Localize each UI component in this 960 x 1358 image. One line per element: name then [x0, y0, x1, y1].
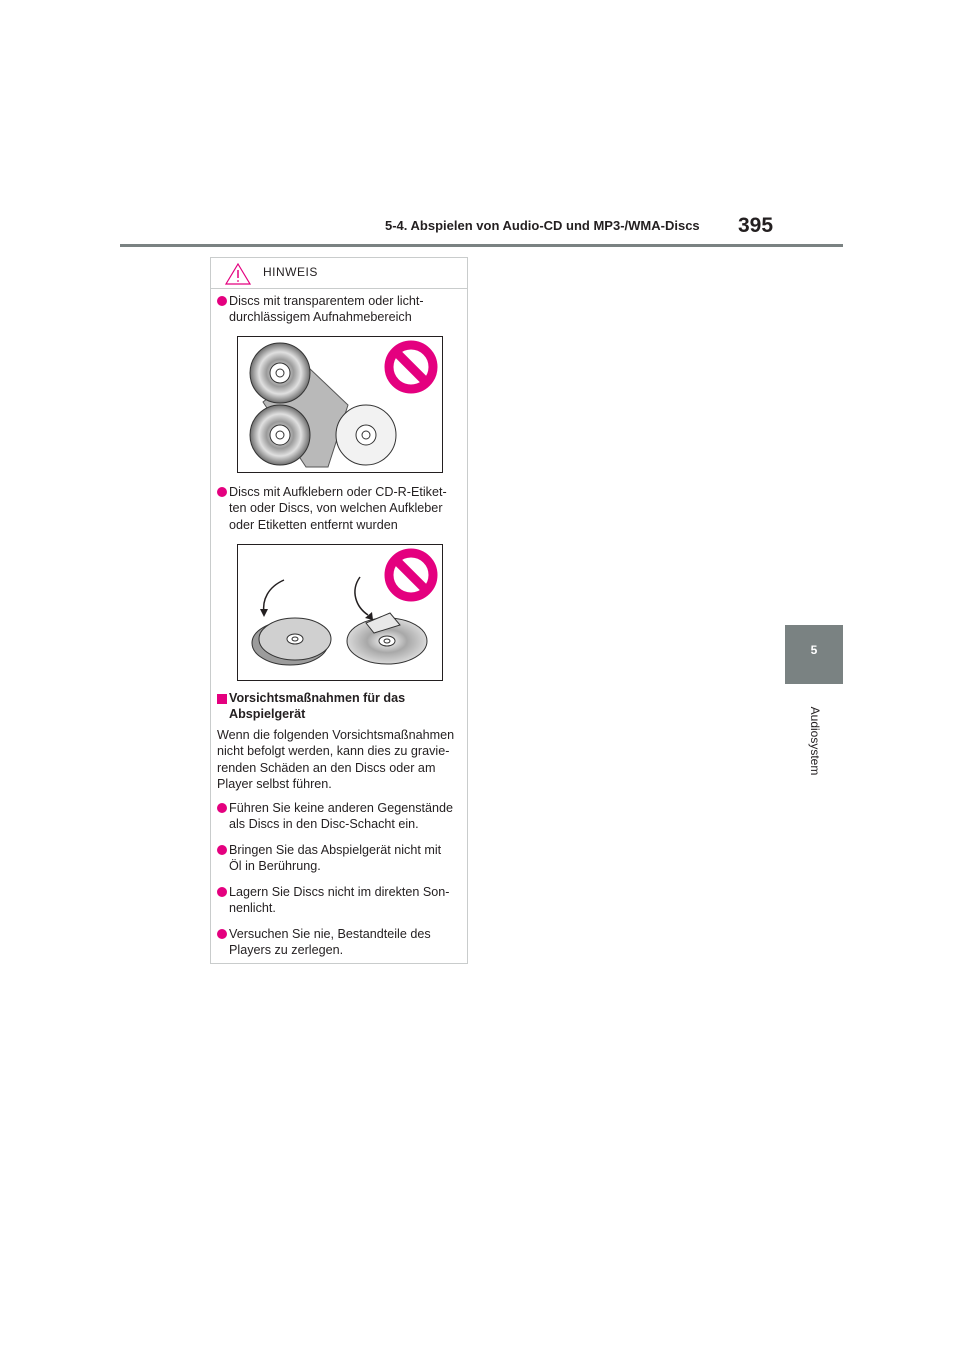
- bullet-dot: [217, 296, 227, 306]
- paragraph-line: Wenn die folgenden Vorsichtsmaßnahmen: [217, 728, 455, 742]
- figure-transparent-discs: [237, 336, 443, 473]
- notice-box: [210, 257, 468, 964]
- list-item-line: Discs mit transparentem oder licht-: [229, 294, 424, 308]
- section-title: 5-4. Abspielen von Audio-CD und MP3-/WMA-Discs: [385, 218, 700, 233]
- list-item-line: Discs mit Aufklebern oder CD-R-Etiket-: [229, 485, 447, 499]
- chapter-label-text: Audiosystem: [808, 706, 822, 776]
- list-item-line: Führen Sie keine anderen Gegenstände: [229, 801, 454, 815]
- list-item-line: als Discs in den Disc-Schacht ein.: [229, 817, 419, 832]
- header-rule: [120, 244, 843, 247]
- notice-title: HINWEIS: [263, 265, 318, 279]
- list-item-line: Öl in Berührung.: [229, 859, 321, 874]
- bullet-dot: [217, 845, 227, 855]
- bullet-dot: [217, 887, 227, 897]
- page-number: 395: [738, 214, 774, 237]
- transparent-discs-illustration: [238, 337, 442, 472]
- subheading-line: Abspielgerät: [229, 707, 306, 722]
- list-item-line: oder Etiketten entfernt wurden: [229, 517, 398, 532]
- list-item-line: nenlicht.: [229, 901, 276, 916]
- bullet-dot: [217, 929, 227, 939]
- figure-labeled-discs: [237, 544, 443, 681]
- chapter-label: [777, 693, 847, 783]
- paragraph: [217, 727, 454, 793]
- list-item-line: ten oder Discs, von welchen Aufkleber: [229, 501, 443, 516]
- subheading-line: Vorsichtsmaßnahmen für das: [229, 691, 406, 705]
- warning-triangle-icon: [225, 263, 251, 285]
- bullet-dot: [217, 803, 227, 813]
- list-item-line: durchlässigem Aufnahmebereich: [229, 310, 412, 325]
- list-item-line: Lagern Sie Discs nicht im direkten Son-: [229, 885, 450, 899]
- list-item-line: Players zu zerlegen.: [229, 943, 344, 958]
- list-item-line: Bringen Sie das Abspielgerät nicht mit: [229, 843, 442, 857]
- paragraph-line: renden Schäden an den Discs oder am: [217, 760, 436, 775]
- subheading: [229, 690, 405, 723]
- labeled-discs-illustration: [238, 545, 442, 680]
- chapter-tab: 5: [785, 625, 843, 684]
- notice-header: [211, 258, 467, 289]
- paragraph-line: nicht befolgt werden, kann dies zu gravie-: [217, 744, 450, 759]
- bullet-dot: [217, 487, 227, 497]
- list-item-line: Versuchen Sie nie, Bestandteile des: [229, 927, 431, 941]
- paragraph-line: Player selbst führen.: [217, 777, 332, 792]
- section-square-icon: [217, 694, 227, 704]
